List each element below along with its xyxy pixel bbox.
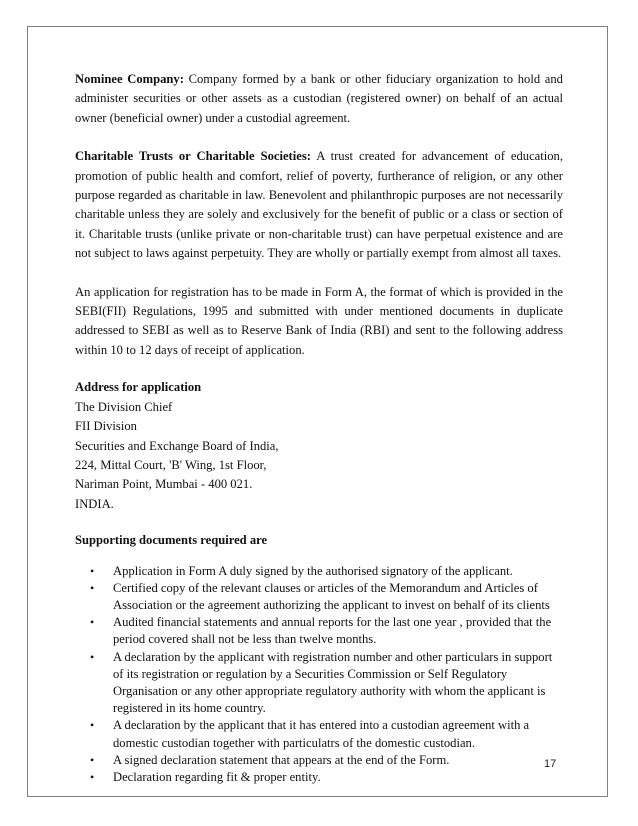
list-item-text: A declaration by the applicant with registration number and other particulars in support of its registration or regulation by a Securities Commission or Self Regulatory Organisation or any other appropriate regulatory authority with whom the applicant is registered in its home country. <box>113 649 553 716</box>
charitable-trusts-definition: A trust created for advancement of education, promotion of public health and comfort, relief of poverty, furtherance of religion, or any other purpose regarded as charitable in law. Benevolent and philanthropic purposes are not necessarily charitable unless they are solely and exclusively for the benefit of public or a class or section of it. Charitable trusts (unlike private or non-charitable trust) can have perpetual existence and are not subject to laws against perpetuity. They are wholly or partially exempt from almost all taxes. <box>75 149 563 261</box>
list-item <box>75 614 563 648</box>
list-item <box>75 563 563 580</box>
nominee-company-paragraph <box>75 70 563 128</box>
nominee-company-term: Nominee Company: <box>75 72 184 86</box>
address-line: The Division Chief <box>75 399 173 414</box>
document-body <box>75 70 563 786</box>
list-item-text: Certified copy of the relevant clauses or articles of the Memorandum and Articles of Association or the agreement authorizing the applicant to invest on behalf of its clients <box>113 580 550 612</box>
supporting-documents-heading: Supporting documents required are <box>75 533 268 548</box>
list-item <box>75 769 563 786</box>
bullet-icon: • <box>90 718 95 733</box>
application-paragraph: An application for registration has to be made in Form A, the format of which is provided in the SEBI(FII) Regulations, 1995 and submitted with under mentioned documents in duplicate addressed to SEBI as well as to Reserve Bank of India (RBI) and sent to the following address within 10 to 12 days of receipt of application. <box>75 284 563 357</box>
address-line: 224, Mittal Court, 'B' Wing, 1st Floor, <box>75 457 267 472</box>
list-item-text: Audited financial statements and annual reports for the last one year , provided that the period covered shall not be less than twelve months. <box>113 615 552 647</box>
charitable-trusts-term: Charitable Trusts or Charitable Societies: <box>75 149 311 164</box>
address-line: INDIA. <box>75 496 114 511</box>
list-item <box>75 580 563 614</box>
address-line: Nariman Point, Mumbai - 400 021. <box>75 477 253 492</box>
list-item <box>75 717 563 751</box>
bullet-icon: • <box>90 769 95 784</box>
address-block <box>75 378 563 514</box>
list-item-text: Application in Form A duly signed by the authorised signatory of the applicant. <box>113 563 513 578</box>
page-number: 17 <box>544 758 557 770</box>
bullet-icon: • <box>90 563 95 578</box>
bullet-icon: • <box>90 615 95 630</box>
supporting-documents-list <box>75 563 563 787</box>
list-item-text: A declaration by the applicant that it has entered into a custodian agreement with a domestic custodian together with particulatrs of the domestic custodian. <box>113 718 530 750</box>
list-item <box>75 752 563 769</box>
list-item-text: Declaration regarding fit & proper entity. <box>113 769 321 784</box>
address-line: Securities and Exchange Board of India, <box>75 438 279 453</box>
bullet-icon: • <box>90 752 95 767</box>
address-heading: Address for application <box>75 380 202 395</box>
charitable-trusts-paragraph <box>75 147 563 263</box>
list-item <box>75 649 563 718</box>
bullet-icon: • <box>90 649 95 664</box>
address-line: FII Division <box>75 419 137 434</box>
nominee-company-definition: Company formed by a bank or other fiduciary organization to hold and administer securities or other assets as a custodian (registered owner) on behalf of an actual owner (beneficial owner) under a custodial agreement. <box>75 72 563 125</box>
bullet-icon: • <box>90 580 95 595</box>
list-item-text: A signed declaration statement that appears at the end of the Form. <box>113 752 450 767</box>
